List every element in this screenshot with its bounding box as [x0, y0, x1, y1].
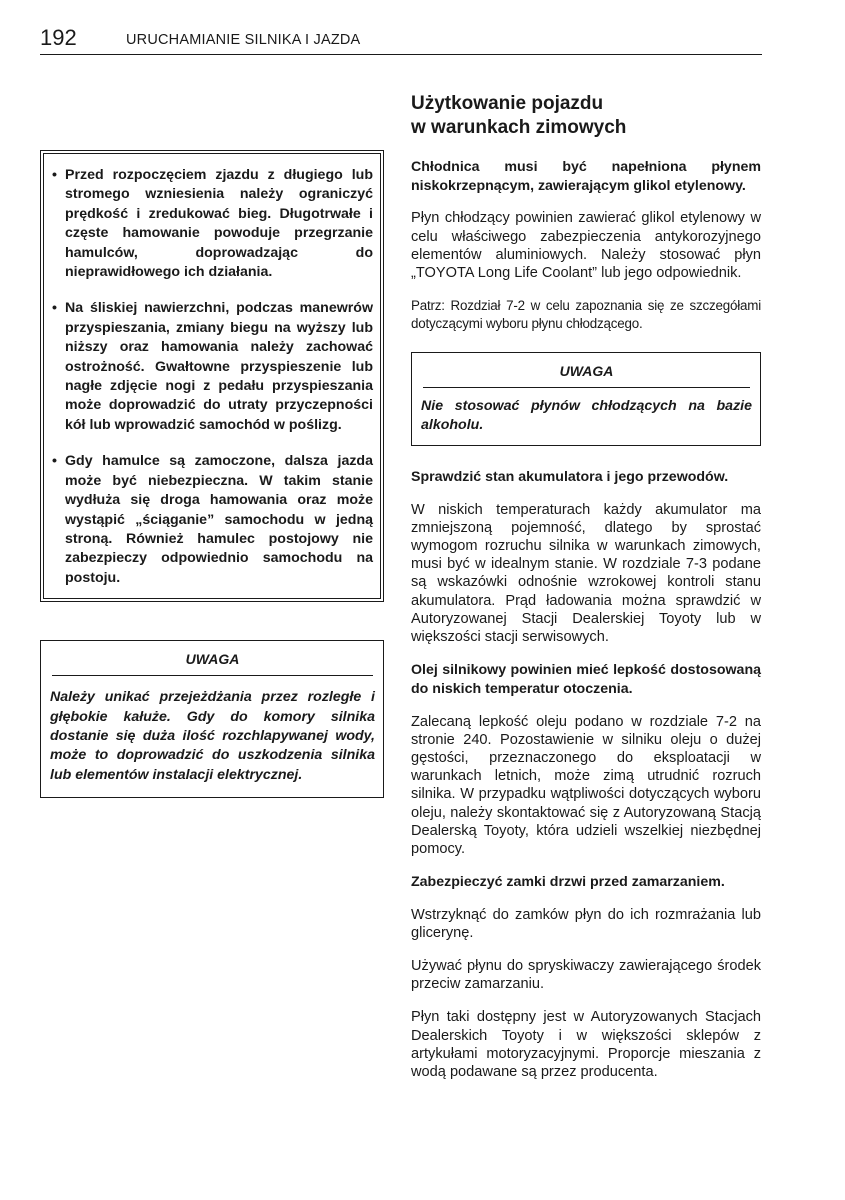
notice-box-puddles [40, 640, 384, 798]
battery-paragraph: W niskich temperaturach każdy akumulator ma zmniejszoną pojemność, dlatego by sprostać wymogom rozruchu silnika w warunkach zimowych, musi być w idealnym stanie. W rozdziale 7-3 podane są wskazówki odnośnie wzrokowej kontroli stanu akumulatora. Prąd ładowania można sprawdzić w Autoryzowanej Stacji Dealerskiej Toyoty lub w większości stacji serwisowych. [411, 501, 761, 646]
coolant-heading: Chłodnica musi być napełniona płynem niskokrzepnącym, zawierającym glikol etylenowy. [411, 159, 761, 195]
locks-paragraph-1: Wstrzyknąć do zamków płyn do ich rozmrażania lub glicerynę. [411, 906, 761, 941]
oil-heading: Olej silnikowy powinien mieć lepkość dostosowaną do niskich temperatur otoczenia. [411, 662, 761, 698]
section-heading [411, 92, 761, 140]
locks-heading: Zabezpieczyć zamki drzwi przed zamarzaniem. [411, 874, 725, 891]
notice-text: Należy unikać przejeżdżania przez rozległe i głębokie kałuże. Gdy do komory silnika dostanie się duża ilość rozchlapywanej wody, może to doprowadzić do uszkodzenia silnika lub elementów instalacji elektrycznej. [50, 689, 375, 783]
caution-text: Na śliskiej nawierzchni, podczas manewrów przyspieszania, zmiany biegu na wyższy lub niższy oraz hamowania należy zachować ostrożność. Gwałtowne przyspieszenie lub nagłe zdjęcie nogi z pedału przyspieszania może doprowadzić do utraty przyczepności kół lub wprowadzić samochód w poślizg. [65, 300, 373, 433]
page-header [40, 24, 762, 55]
caution-item-wet-brakes [52, 452, 373, 588]
locks-paragraph-2: Używać płynu do spryskiwaczy zawierającego środek przeciw zamarzaniu. [411, 957, 761, 993]
chapter-title: URUCHAMIANIE SILNIKA I JAZDA [126, 32, 361, 48]
section-heading-line2: w warunkach zimowych [411, 117, 627, 138]
notice-box-coolant [411, 352, 761, 447]
caution-text: Przed rozpoczęciem zjazdu z długiego lub stromego wzniesienia należy ograniczyć prędkość i zredukować bieg. Długotrwałe i częste hamowanie powoduje przegrzanie hamulców, doprowadzając do nieprawidłowego ich działania. [65, 167, 373, 281]
caution-list [52, 166, 373, 588]
notice-text: Nie stosować płynów chłodzących na bazie alkoholu. [421, 397, 752, 434]
notice-title: UWAGA [52, 649, 373, 676]
locks-paragraph-3: Płyn taki dostępny jest w Autoryzowanych Stacjach Dealerskich Toyoty i w większości sklepów z artykułami motoryzacyjnymi. Proporcje mieszania z wodą podawane są przez producenta. [411, 1009, 761, 1080]
caution-text: Gdy hamulce są zamoczone, dalsza jazda może być niebezpieczna. W takim stanie wydłuża się droga hamowania oraz może wystąpić „ściąganie” samochodu w jedną stroną. Również hamulec postojowy nie zabezpieczy odpowiednio samochodu na postoju. [65, 453, 373, 586]
section-heading-line1: Użytkowanie pojazdu [411, 93, 604, 114]
notice-title: UWAGA [423, 361, 750, 388]
bullet: • [52, 167, 57, 183]
coolant-paragraph: Płyn chłodzący powinien zawierać glikol etylenowy w celu właściwego zabezpieczenia antykorozyjnego elementów aluminiowych. Należy stosować płyn „TOYOTA Long Life Coolant” lub jego odpowiednik. [411, 210, 761, 282]
caution-box [43, 153, 381, 599]
caution-item-downhill [52, 166, 373, 282]
oil-paragraph: Zalecaną lepkość oleju podano w rozdziale 7-2 na stronie 240. Pozostawienie w silniku oleju o dużej gęstości, przeznaczonego do eksploatacji w warunkach letnich, może zimą utrudnić rozruch silnika. W przypadku wątpliwości dotyczących wyboru oleju, należy skontaktować się z Autoryzowaną Stacją Dealerską Toyoty, która udzieli wszelkiej niezbędnej pomocy. [411, 713, 761, 858]
page-number: 192 [40, 25, 77, 50]
right-column [411, 92, 761, 1096]
coolant-reference: Patrz: Rozdział 7-2 w celu zapoznania się ze szczegółami dotyczącymi wyboru płynu chłodzącego. [411, 298, 761, 332]
battery-heading: Sprawdzić stan akumulatora i jego przewodów. [411, 469, 729, 486]
bullet: • [52, 453, 57, 470]
left-column [40, 150, 384, 798]
bullet: • [52, 300, 57, 317]
caution-item-slippery [52, 299, 373, 435]
